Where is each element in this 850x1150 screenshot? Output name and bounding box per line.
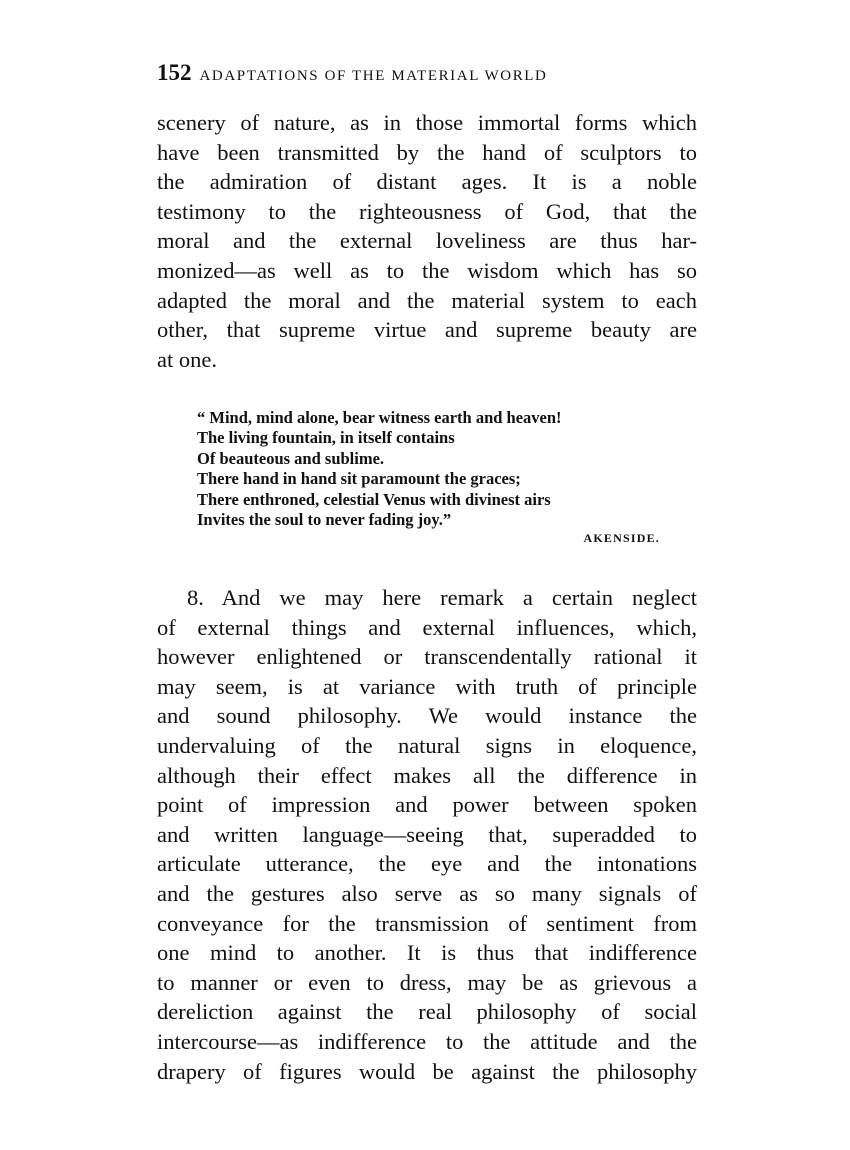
text-line: other, that supreme virtue and supreme beauty are [157,317,697,343]
text-line: drapery of figures would be against the philosophy [157,1058,697,1084]
text-line: may seem, is at variance with truth of principle [157,673,697,699]
text-line: at one. [157,346,217,372]
running-head [157,60,697,90]
paragraph-2 [157,583,697,1086]
verse-line: There hand in hand sit paramount the graces; [197,469,521,489]
paragraph-1 [157,108,697,374]
text-line: intercourse—as indifference to the attitude and the [157,1028,697,1054]
text-line: of external things and external influences, which, [157,614,697,640]
verse-line: Invites the soul to never fading joy.” [197,510,452,530]
text-line: articulate utterance, the eye and the intonations [157,851,697,877]
verse-line: There enthroned, celestial Venus with divinest airs [197,489,551,509]
text-line: 8. And we may here remark a certain neglect [187,585,697,610]
text-line: and written language—seeing that, superadded to [157,821,697,847]
text-line: adapted the moral and the material system to each [157,287,697,313]
text-line: scenery of nature, as in those immortal forms which [157,110,697,135]
text-line: to manner or even to dress, may be as grievous a [157,969,697,995]
text-line: although their effect makes all the difference in [157,762,697,788]
text-line: moral and the external loveliness are thus har- [157,228,697,254]
running-head-title: ADAPTATIONS OF THE MATERIAL WORLD [199,68,548,84]
verse-line: The living fountain, in itself contains [197,428,455,448]
text-line: testimony to the righteousness of God, that the [157,198,697,224]
text-line: conveyance for the transmission of sentiment from [157,910,697,936]
text-line: monized—as well as to the wisdom which has so [157,257,697,283]
text-line: and sound philosophy. We would instance the [157,703,697,729]
text-line: the admiration of distant ages. It is a noble [157,169,697,195]
verse-line: Of beauteous and sublime. [197,448,385,468]
page-number: 152 [157,60,192,85]
verse-line: “ Mind, mind alone, bear witness earth and heaven! [197,408,562,427]
text-line: one mind to another. It is thus that indifference [157,940,697,966]
text-line: however enlightened or transcendentally rational it [157,644,697,670]
text-line: point of impression and power between spoken [157,792,697,818]
text-line: have been transmitted by the hand of sculptors to [157,139,697,165]
verse-quotation [197,408,667,530]
text-line: and the gestures also serve as so many signals of [157,880,697,906]
text-line: dereliction against the real philosophy of social [157,999,697,1025]
verse-attribution: AKENSIDE. [583,531,660,545]
text-line: undervaluing of the natural signs in eloquence, [157,732,697,758]
